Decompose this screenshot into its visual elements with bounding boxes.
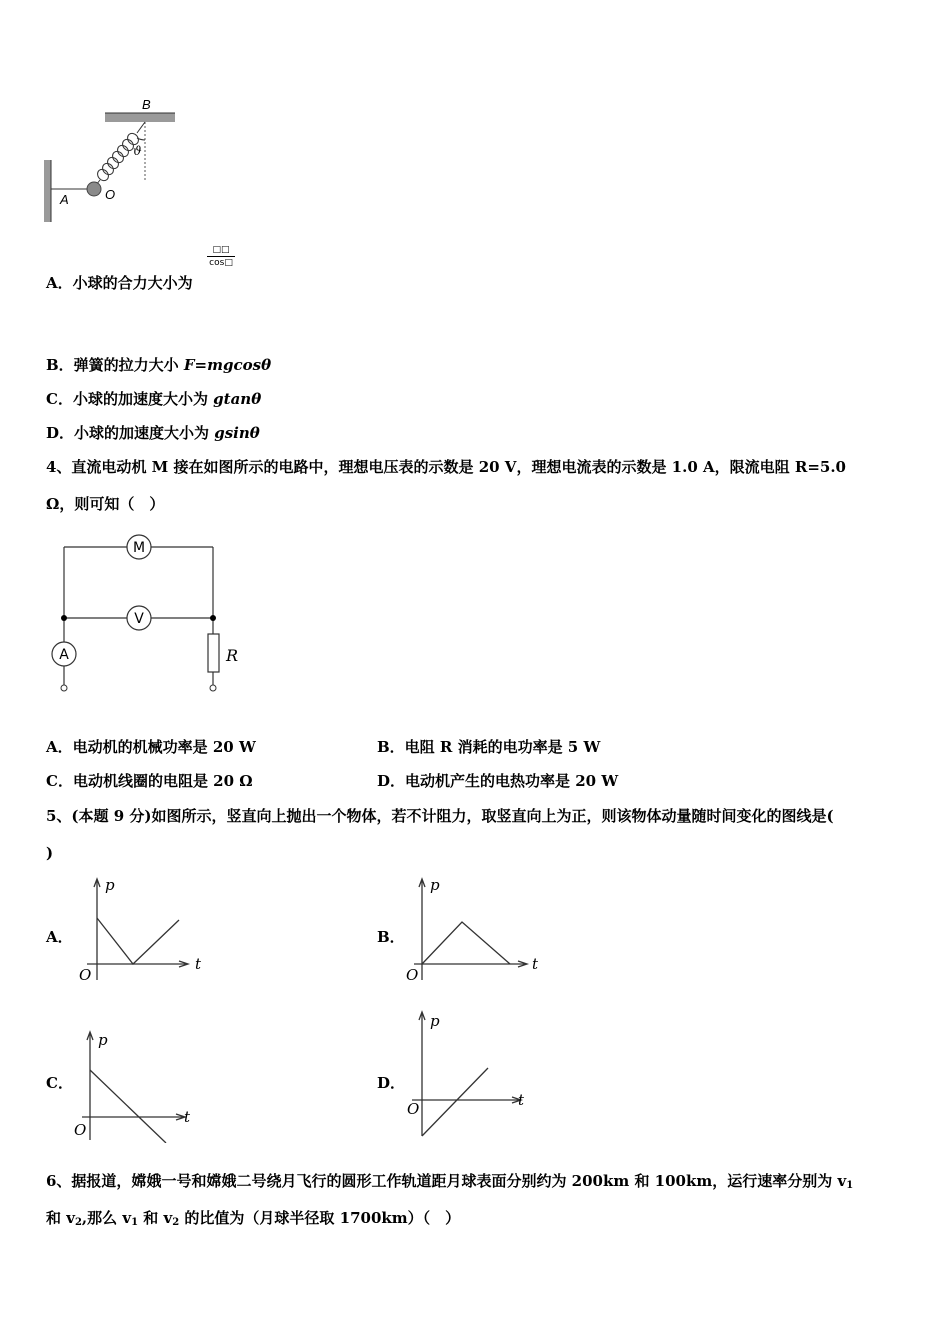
voltmeter-label: V <box>134 611 144 627</box>
q5-option-c-label: C． <box>46 1074 73 1092</box>
resistor-label: R <box>226 646 239 665</box>
graph-b <box>404 872 554 987</box>
svg-text:p: p <box>98 1031 108 1049</box>
svg-text:p: p <box>430 1012 440 1030</box>
graph-d <box>402 1008 542 1138</box>
q4-stem-line1: 4、直流电动机 M 接在如图所示的电路中，理想电压表的示数是 20 V，理想电流表的示数是 1.0 A，限流电阻 R=5.0 <box>46 458 846 476</box>
q4-option-c: C．电动机线圈的电阻是 20 Ω <box>46 772 253 790</box>
q6-stem-line2: 和 $v_2$,那么 $v_1$ 和 $v_2$ 的比值为（月球半径取 1700km）（ ） <box>46 1209 461 1228</box>
svg-text:t: t <box>195 955 202 973</box>
svg-text:t: t <box>532 955 539 973</box>
svg-text:p: p <box>105 876 115 894</box>
svg-text:t: t <box>184 1108 191 1126</box>
label-B: B <box>142 97 151 112</box>
q5-stem-line2: ) <box>46 844 54 862</box>
ammeter-label: A <box>59 647 69 663</box>
q3-option-d: D．小球的加速度大小为 gsinθ <box>46 424 260 442</box>
q3-option-a-fraction: □□ cos□ <box>207 244 235 270</box>
q5-option-d-label: D． <box>377 1074 406 1092</box>
graph-c <box>72 1025 202 1143</box>
ball-icon <box>87 182 101 196</box>
q5-option-b-label: B． <box>377 928 405 946</box>
svg-text:O: O <box>407 1100 420 1118</box>
svg-text:t: t <box>518 1091 525 1109</box>
label-theta: ϑ <box>133 144 142 158</box>
label-O: O <box>105 187 116 202</box>
q4-stem-line2: Ω，则可知（ ） <box>46 495 165 513</box>
circuit-figure <box>45 530 245 700</box>
spring-ball-figure <box>40 95 190 230</box>
q5-option-a-label: A． <box>46 928 73 946</box>
label-A: A <box>60 192 69 207</box>
graph-a <box>75 872 205 987</box>
q3-option-a: A．小球的合力大小为 <box>46 274 193 292</box>
q3-option-b: B．弹簧的拉力大小 F=mgcosθ <box>46 356 272 374</box>
q4-option-b: B．电阻 R 消耗的电功率是 5 W <box>377 738 601 756</box>
q6-stem-line1: 6、据报道，嫦娥一号和嫦娥二号绕月飞行的圆形工作轨道距月球表面分别约为 200km 和 100km，运行速率分别为 $v_1$ <box>46 1172 854 1191</box>
svg-text:O: O <box>406 966 419 984</box>
svg-text:O: O <box>74 1121 87 1139</box>
svg-text:O: O <box>79 966 92 984</box>
q5-stem-line1: 5、(本题 9 分)如图所示，竖直向上抛出一个物体，若不计阻力，取竖直向上为正，则该物体动量随时间变化的图线是( <box>46 807 834 825</box>
q4-option-a: A．电动机的机械功率是 20 W <box>46 738 256 756</box>
svg-text:p: p <box>430 876 440 894</box>
motor-label: M <box>132 540 146 556</box>
q4-option-d: D．电动机产生的电热功率是 20 W <box>377 772 619 790</box>
q3-option-c: C．小球的加速度大小为 gtanθ <box>46 390 262 408</box>
